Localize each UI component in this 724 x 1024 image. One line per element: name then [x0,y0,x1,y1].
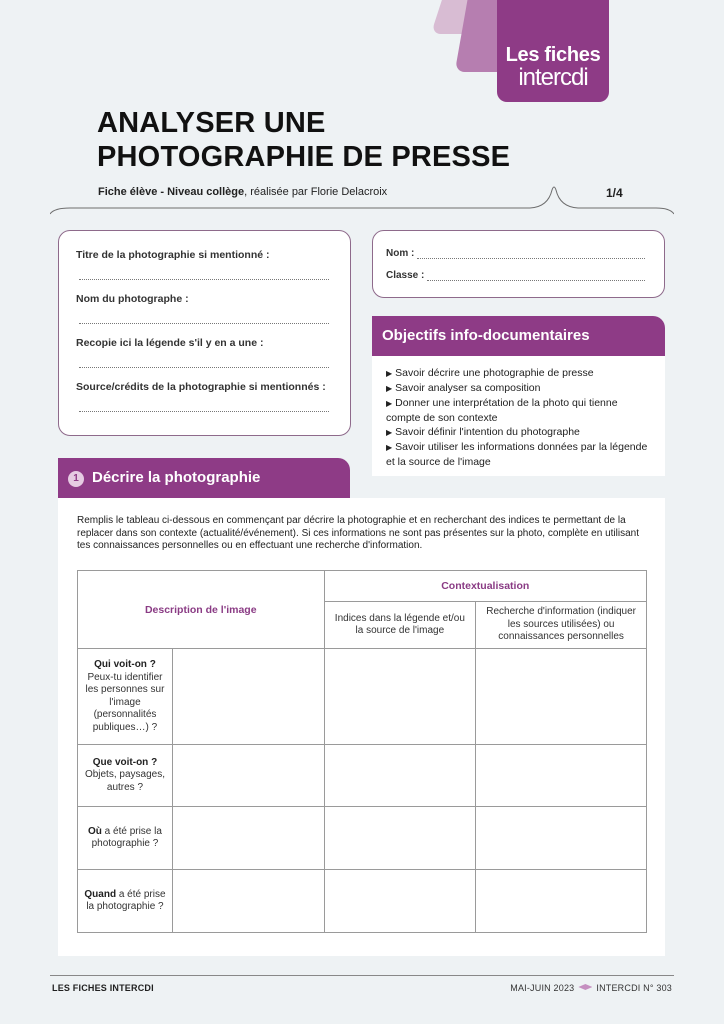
cell-answer[interactable] [324,649,476,745]
objective-item: ▶ Savoir décrire une photographie de presse [386,367,594,379]
cell-answer[interactable] [172,649,324,745]
footer-rule [50,975,674,976]
class-label: Classe : [386,270,425,281]
field-source-label: Source/crédits de la photographie si mentionnés : [76,381,326,393]
photo-info-box [58,230,351,436]
cell-answer[interactable] [476,870,647,933]
field-caption-label: Recopie ici la légende s'il y en a une : [76,337,264,349]
col-description-header: Description de l'image [78,571,325,649]
objective-item: ▶ Savoir définir l'intention du photographe [386,426,580,438]
page-number: 1/4 [606,186,623,200]
footer-date: MAI-JUIN 2023 [510,983,575,993]
footer-left: LES FICHES INTERCDI [52,983,154,993]
subtitle-bold: Fiche élève - Niveau collège [98,186,245,198]
table-row [78,807,647,870]
cell-answer[interactable] [172,870,324,933]
logo [497,0,609,102]
triangle-bullet-icon: ▶ [386,369,393,378]
table-row [78,870,647,933]
cell-answer[interactable] [476,745,647,807]
row-label: Que voit-on ? Objets, paysages, autres ? [78,745,173,807]
header-rule [50,180,674,216]
class-line[interactable] [427,280,645,281]
logo-line2: intercdi [518,64,588,91]
triangle-bullet-icon: ▶ [386,399,393,408]
cell-answer[interactable] [324,807,476,870]
field-caption-line[interactable] [79,367,329,368]
section-title: Décrire la photographie [92,469,261,486]
field-title-label: Titre de la photographie si mentionné : [76,249,270,261]
field-photographer-label: Nom du photographe : [76,293,189,305]
name-line[interactable] [417,258,645,259]
cell-answer[interactable] [476,649,647,745]
row-label: Quand a été prise la photographie ? [78,870,173,933]
objective-item: ▶ Donner une interprétation de la photo qui tienne compte de son contexte [386,397,618,424]
cell-answer[interactable] [172,807,324,870]
footer-right [510,983,672,993]
logo-line1: Les fiches [505,44,601,66]
objective-item: ▶ Savoir utiliser les informations données par la légende et la source de l'image [386,441,648,468]
cell-answer[interactable] [324,745,476,807]
cell-answer[interactable] [172,745,324,807]
cell-answer[interactable] [476,807,647,870]
footer-issue: INTERCDI N° 303 [596,983,672,993]
description-table [77,570,647,933]
section-intro: Remplis le tableau ci-dessous en commençant par décrire la photographie et en recherchant des indices te permettant de la replacer dans son contexte (actualité/événement). Si ces informations ne sont pas présentes sur la photo, complète en utilisant tes connaissances personnelles ou en effectuant une recherche d'information. [77,515,639,551]
objectives-list [372,356,665,476]
triangle-bullet-icon: ▶ [386,384,393,393]
objective-item: ▶ Savoir analyser sa composition [386,382,541,394]
page-title-line1: ANALYSER UNE [97,107,326,139]
student-name-box [372,230,665,298]
name-label: Nom : [386,248,415,259]
page-title-line2: PHOTOGRAPHIE DE PRESSE [97,141,511,173]
row-label: Qui voit-on ? Peux-tu identifier les personnes sur l'image (personnalités publiques…) ? [78,649,173,745]
objectives-heading: Objectifs info-documentaires [372,316,665,356]
section-number: 1 [68,471,84,487]
col-context-header: Contextualisation [324,571,647,602]
field-photographer-line[interactable] [79,323,329,324]
col-recherche-header: Recherche d'information (indiquer les sources utilisées) ou connaissances personnelles [476,602,647,649]
row-label: Où a été prise la photographie ? [78,807,173,870]
section-heading [58,458,350,498]
triangle-bullet-icon: ▶ [386,428,393,437]
table-row [78,745,647,807]
field-source-line[interactable] [79,411,329,412]
col-indices-header: Indices dans la légende et/ou la source de l'image [324,602,476,649]
diamond-icon [578,984,592,990]
page-title [97,106,510,174]
triangle-bullet-icon: ▶ [386,443,393,452]
cell-answer[interactable] [324,870,476,933]
field-title-line[interactable] [79,279,329,280]
subtitle-rest: , réalisée par Florie Delacroix [244,186,388,198]
table-row [78,649,647,745]
